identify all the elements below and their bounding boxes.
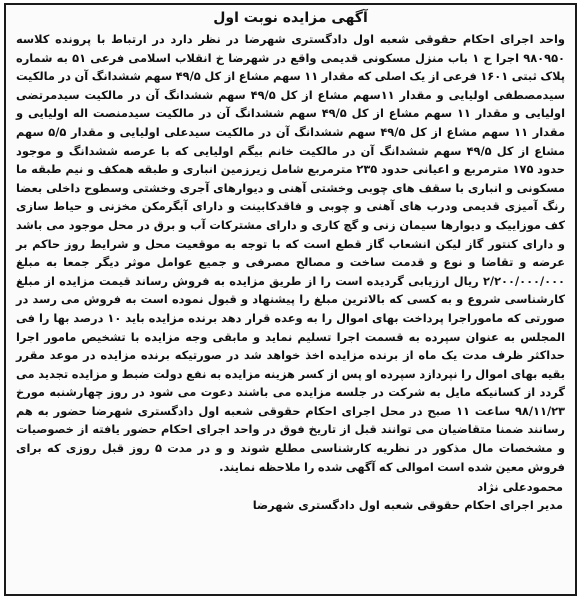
notice-body: واحد اجرای احکام حقوقی شعبه اول دادگستری شهرضا در نظر دارد در ارتباط با پرونده کلاسه ۹۸۰۹۵۰ اجرا ح ۱ باب منزل مسکونی قدیمی واقع در شهرضا خ انقلاب اسلامی فرعی ۵۱ به شماره پلاک ثبتی ۱۶۰۱ فرعی از یک اصلی که مقدار ۱۱ سهم مشاع از کل ۴۹/۵ سهم ششدانگ آن در مالکیت سیدمصطفی اولیایی و مقدار ۱۱سهم مشاع از کل ۴۹/۵ سهم ششدانگ آن در مالکیت سیدمرتضی اولیایی و مقدار ۱۱ سهم مشاع از کل ۴۹/۵ سهم ششدانگ آن در مالکیت سیدمنصت اله اولیایی و مقدار ۱۱ سهم مشاع از کل ۴۹/۵ سهم ششدانگ آن در مالکیت سیدعلی اولیایی و مقدار ۵/۵ سهم مشاع از کل ۴۹/۵ سهم ششدانگ آن در مالکیت خانم بیگم اولیایی که با عرصه ششدانگ و موجود حدود ۱۷۵ مترمربع و اعیانی حدود ۲۳۵ مترمربع شامل زیرزمین انباری و طبقه همکف و نیم طبقه ما مسکونی و انباری با سقف های چوبی وخشتی آهنی و دیوارهای آجری وخشتی وسطوح داخلی بعضا رنگ آمیزی قدیمی ودرب های آهنی و چوبی و فاقدکابینت و دارای آبگرمکن مخزنی و حیاط سازی کف موزاییک و دیوارها سیمان زنی و گچ کاری و دارای مشترکات آب و برق در محل موجود می باشد و دارای کنتور گاز لیکن انشعاب گاز قطع است که با توجه به موقعیت محل و شرایط روز حاکم بر عرضه و تقاضا و نوع و قدمت ساخت و مصالح مصرفی و جمیع عوامل موثر دیگر جمعا به مبلغ ۲/۲۰۰/۰۰۰/۰۰۰ ریال ارزیابی گردیده است را از طریق مزایده به فروش رساند قیمت مزایده از مبلغ کارشناسی شروع و به کسی که بالاترین مبلغ را پیشنهاد و قبول نموده است به فروش می رسد در صورتی که ماموراجرا پرداخت بهای اموال را به وعده قرار دهد برنده مزایده باید ۱۰ درصد بها را فی المجلس به عنوان سپرده به قسمت اجرا تسلیم نماید و مابقی وجه مزایده با تشخیص مامور اجرا حداکثر ظرف مدت یک ماه از برنده مزایده اخذ خواهد شد در صورتیکه برنده مزایده در موعد مقرر بقیه بهای اموال را نپردازد سپرده او پس از کسر هزینه مزایده به نفع دولت ضبط و مزایده تجدید می گردد از کسانیکه مایل به شرکت در جلسه مزایده می باشند دعوت می شود در روز چهارشنبه مورخ ۹۸/۱۱/۲۳ ساعت ۱۱ صبح در محل اجرای احکام حقوقی شعبه اول دادگستری شهرضا حضور به هم رسانند ضمنا متقاضیان می توانند قبل از تاریخ فوق در واحد اجرای احکام حضور یافته از خصوصیات و مشخصات مال مذکور در نظریه کارشناسی مطلع شوند و و در مدت ۵ روز قبل روزی که برای فروش معین شده است اموالی که آگهی شده را ملاحظه نمایند. (16, 32, 566, 474)
notice-title: آگهی مزایده نوبت اول (213, 10, 368, 26)
signature-name: محمودعلی نژاد (477, 480, 563, 495)
auction-notice (4, 3, 577, 596)
signature-role: مدیر اجرای احکام حقوقی شعبه اول دادگستری شهرضا (252, 498, 563, 513)
